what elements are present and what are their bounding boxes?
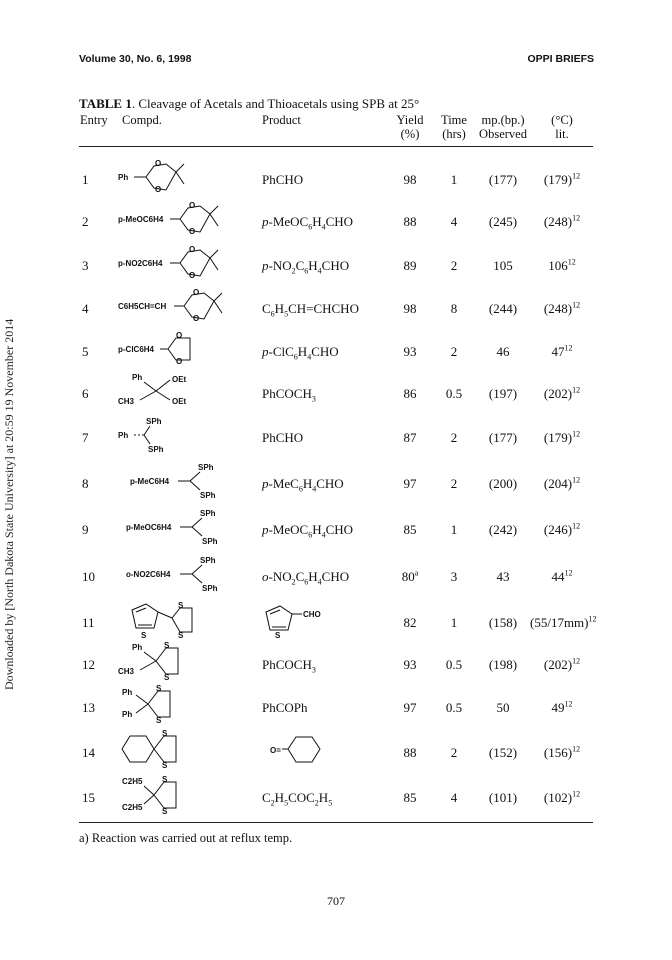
product-name: $C_2H_5COC_2H_5$ — [262, 790, 333, 808]
entry-number: 7 — [82, 430, 89, 445]
mp-observed-value: (200) — [488, 476, 518, 491]
yield-value: 86 — [403, 386, 417, 401]
compound-structure-6 — [118, 370, 258, 412]
compound-3-label: p-NO2C6H4 — [118, 259, 163, 268]
yield-value: 97 — [403, 700, 417, 715]
mp-observed-value: 46 — [496, 344, 510, 359]
compound-13-ph-top: Ph — [122, 688, 133, 697]
mp-literature-value: $(202)^{12}$ — [543, 657, 581, 673]
time-value: 2 — [450, 344, 458, 359]
compound-structure-13 — [118, 683, 258, 725]
entry-number: 4 — [82, 301, 89, 316]
entry-number: 13 — [82, 700, 95, 715]
header-rule — [79, 146, 593, 147]
yield-value: 93 — [403, 344, 417, 359]
compound-structure-15 — [118, 774, 258, 816]
compound-13-ph-bottom: Ph — [122, 710, 133, 719]
download-watermark: Downloaded by [North Dakota State University] at 20:59 19 November 2014 — [2, 318, 16, 690]
compound-1-label: Ph — [118, 173, 129, 182]
compound-15-et-bottom: C2H5 — [122, 803, 143, 812]
yield-value: 82 — [403, 615, 417, 630]
entry-number: 1 — [82, 172, 89, 187]
col-entry-header: Entry — [80, 113, 108, 127]
product-11-s: S — [275, 631, 281, 638]
col-time-header — [436, 113, 472, 141]
compound-12-ch3: CH3 — [118, 667, 135, 676]
compound-6-ph: Ph — [132, 373, 143, 382]
mp-literature-value: $(55/17mm)^{12}$ — [530, 615, 597, 631]
col-lit-header — [532, 113, 592, 141]
time-value: 0.5 — [445, 657, 463, 672]
compound-structure-8 — [118, 460, 258, 502]
mp-literature-value: $(246)^{12}$ — [543, 522, 581, 538]
compound-8-sph-bottom: SPh — [200, 491, 216, 500]
compound-12-ph: Ph — [132, 643, 143, 652]
mp-literature-value: $(204)^{12}$ — [543, 476, 581, 492]
compound-10-sph-bottom: SPh — [202, 584, 218, 593]
yield-value: 88 — [403, 214, 417, 229]
col-lit-line2: lit. — [555, 127, 569, 141]
compound-6-ch3: CH3 — [118, 397, 135, 406]
svg-text:O: O — [176, 331, 183, 340]
mp-observed-value: (177) — [488, 430, 518, 445]
mp-observed-value: (101) — [488, 790, 518, 805]
compound-9-aryl: p-MeOC6H4 — [126, 523, 172, 532]
compound-15-s-bottom: S — [162, 807, 168, 816]
time-value: 4 — [450, 214, 458, 229]
table-caption — [79, 96, 419, 112]
mp-observed-value: 105 — [493, 258, 513, 273]
entry-number: 10 — [82, 569, 95, 584]
product-name: $o-NO_2C_6H_4CHO$ — [262, 569, 350, 587]
entry-number: 9 — [82, 522, 89, 537]
mp-literature-value: $106^{12}$ — [548, 258, 576, 274]
col-mp-line1: mp.(bp.) — [481, 113, 525, 127]
mp-observed-value: (245) — [488, 214, 518, 229]
product-name: PhCOCH$_3$ — [262, 657, 316, 675]
compound-8-sph-top: SPh — [198, 463, 214, 472]
compound-7-ph: Ph — [118, 431, 129, 440]
entry-number: 12 — [82, 657, 95, 672]
compound-structure-14 — [118, 728, 258, 770]
entry-number: 6 — [82, 386, 89, 401]
mp-observed-value: 50 — [496, 700, 510, 715]
mp-literature-value: $49^{12}$ — [551, 700, 573, 716]
mp-literature-value: $(102)^{12}$ — [543, 790, 581, 806]
compound-9-sph-top: SPh — [200, 509, 216, 518]
compound-structure-3 — [118, 242, 258, 284]
compound-10-sph-top: SPh — [200, 556, 216, 565]
table-footnote: a) Reaction was carried out at reflux temp. — [79, 831, 293, 845]
compound-14-s-bottom: S — [162, 761, 168, 770]
compound-10-aryl: o-NO2C6H4 — [126, 570, 171, 579]
time-value: 4 — [450, 790, 458, 805]
mp-literature-value: $(156)^{12}$ — [543, 745, 581, 761]
svg-text:O: O — [155, 185, 162, 194]
compound-6-oet-bottom: OEt — [172, 397, 187, 406]
compound-11-s-top: S — [178, 601, 184, 610]
journal-section-header: OPPI BRIEFS — [527, 53, 594, 65]
product-name: $p-MeC_6H_4CHO$ — [262, 476, 344, 494]
mp-literature-value: $44^{12}$ — [551, 569, 573, 585]
compound-13-s-bottom: S — [156, 716, 162, 725]
time-value: 2 — [450, 745, 458, 760]
compound-structure-2 — [118, 198, 258, 240]
compound-12-s-bottom: S — [164, 673, 170, 682]
mp-observed-value: (152) — [488, 745, 518, 760]
product-name: PhCHO — [262, 172, 304, 187]
svg-text:O: O — [155, 159, 162, 168]
yield-value: 98 — [403, 172, 417, 187]
mp-literature-value: $(248)^{12}$ — [543, 301, 581, 317]
mp-literature-value: $(179)^{12}$ — [543, 172, 581, 188]
product-14-oxo: O= — [270, 746, 281, 755]
entry-number: 15 — [82, 790, 95, 805]
time-value: 8 — [450, 301, 458, 316]
mp-observed-value: (177) — [488, 172, 518, 187]
product-name: PhCHO — [262, 430, 304, 445]
compound-13-s-top: S — [156, 684, 162, 693]
svg-text:O: O — [189, 245, 196, 254]
compound-11-s-bottom: S — [178, 631, 184, 640]
mp-literature-value: $47^{12}$ — [551, 344, 573, 360]
svg-text:O: O — [193, 314, 200, 323]
compound-7-sph-bottom: SPh — [148, 445, 164, 454]
yield-value: 88 — [403, 745, 417, 760]
col-mp-line2: Observed — [479, 127, 527, 141]
journal-volume-header: Volume 30, No. 6, 1998 — [79, 53, 192, 65]
compound-2-label: p-MeOC6H4 — [118, 215, 164, 224]
svg-text:O: O — [189, 201, 196, 210]
yield-value: 89 — [403, 258, 417, 273]
svg-text:O: O — [176, 357, 183, 366]
compound-6-oet-top: OEt — [172, 375, 187, 384]
time-value: 0.5 — [445, 700, 463, 715]
entry-number: 2 — [82, 214, 89, 229]
col-product-header: Product — [262, 113, 301, 127]
entry-number: 5 — [82, 344, 89, 359]
product-name: PhCOPh — [262, 700, 308, 715]
bottom-rule — [79, 822, 593, 823]
product-name: $p-ClC_6H_4CHO$ — [262, 344, 339, 362]
yield-value: 98 — [403, 301, 417, 316]
mp-literature-value: $(202)^{12}$ — [543, 386, 581, 402]
product-structure-14 — [262, 732, 352, 768]
compound-15-et-top: C2H5 — [122, 777, 143, 786]
entry-number: 14 — [82, 745, 95, 760]
yield-value: 97 — [403, 476, 417, 491]
mp-observed-value: (197) — [488, 386, 518, 401]
svg-text:O: O — [189, 227, 196, 236]
svg-text:O: O — [189, 271, 196, 280]
compound-12-s-top: S — [164, 641, 170, 650]
col-time-line2: (hrs) — [442, 127, 466, 141]
time-value: 1 — [450, 522, 458, 537]
entry-number: 8 — [82, 476, 89, 491]
compound-structure-5 — [118, 328, 258, 370]
mp-literature-value: $(179)^{12}$ — [543, 430, 581, 446]
mp-observed-value: (242) — [488, 522, 518, 537]
col-lit-line1: (°C) — [551, 113, 573, 127]
entry-number: 11 — [82, 615, 95, 630]
mp-observed-value: (158) — [488, 615, 518, 630]
time-value: 0.5 — [445, 386, 463, 401]
col-yield-line1: Yield — [396, 113, 424, 127]
compound-5-label: p-ClC6H4 — [118, 345, 155, 354]
col-compd-header: Compd. — [122, 113, 162, 127]
product-name: $p-MeOC_6H_4CHO$ — [262, 214, 354, 232]
compound-7-sph-top: SPh — [146, 417, 162, 426]
mp-observed-value: 43 — [496, 569, 510, 584]
table-caption-text: . Cleavage of Acetals and Thioacetals using SPB at 25° — [131, 96, 420, 111]
mp-literature-value: $(248)^{12}$ — [543, 214, 581, 230]
product-11-cho: CHO — [303, 610, 321, 619]
yield-value: 85 — [403, 790, 417, 805]
time-value: 2 — [450, 258, 458, 273]
col-yield-header — [388, 113, 432, 141]
time-value: 1 — [450, 172, 458, 187]
yield-value: 85 — [403, 522, 417, 537]
compound-structure-7 — [118, 414, 258, 456]
time-value: 3 — [450, 569, 458, 584]
compound-structure-9 — [118, 506, 258, 548]
compound-14-s-top: S — [162, 729, 168, 738]
time-value: 1 — [450, 615, 458, 630]
time-value: 2 — [450, 476, 458, 491]
time-value: 2 — [450, 430, 458, 445]
compound-structure-1 — [118, 156, 258, 198]
yield-value: 93 — [403, 657, 417, 672]
entry-number: 3 — [82, 258, 89, 273]
product-name: $C_6H_5CH=CHCHO$ — [262, 301, 359, 319]
col-time-line1: Time — [441, 113, 467, 127]
compound-8-aryl: p-MeC6H4 — [130, 477, 170, 486]
product-name: $p-MeOC_6H_4CHO$ — [262, 522, 354, 540]
compound-15-s-top: S — [162, 775, 168, 784]
product-name: PhCOCH$_3$ — [262, 386, 316, 404]
compound-structure-11 — [118, 598, 258, 640]
compound-4-label: C6H5CH=CH — [118, 302, 167, 311]
mp-observed-value: (198) — [488, 657, 518, 672]
compound-structure-12 — [118, 640, 258, 682]
product-structure-11 — [262, 602, 352, 638]
col-yield-line2: (%) — [400, 127, 420, 141]
yield-value: 80$^a$ — [401, 569, 419, 585]
page-number: 707 — [327, 894, 345, 908]
col-mp-header — [474, 113, 532, 141]
yield-value: 87 — [403, 430, 417, 445]
compound-9-sph-bottom: SPh — [202, 537, 218, 546]
mp-observed-value: (244) — [488, 301, 518, 316]
svg-text:O: O — [193, 288, 200, 297]
compound-11-thiophene-s: S — [141, 631, 147, 640]
compound-structure-4 — [118, 285, 258, 327]
product-name: $p-NO_2C_6H_4CHO$ — [262, 258, 350, 276]
compound-structure-10 — [118, 553, 258, 595]
table-label: TABLE 1 — [79, 96, 132, 111]
